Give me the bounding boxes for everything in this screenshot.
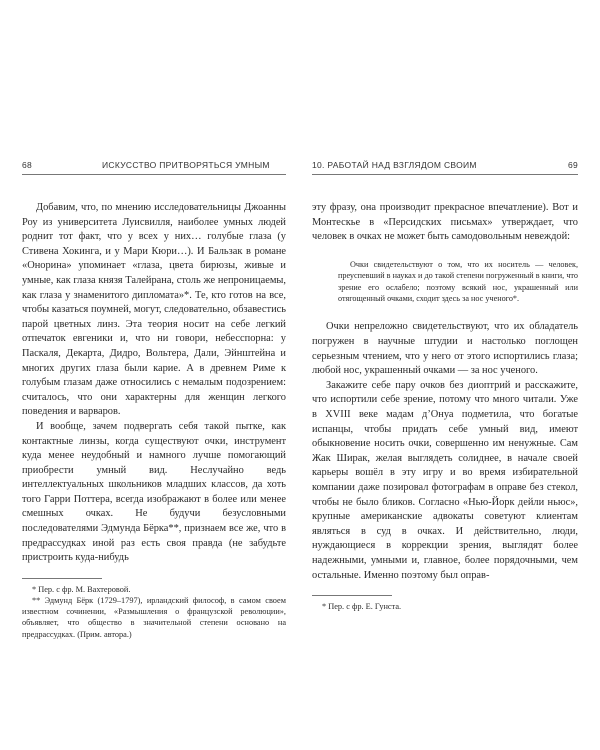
right-running-head xyxy=(312,158,578,175)
right-footnotes xyxy=(312,601,578,612)
right-page xyxy=(312,158,578,698)
left-footnotes xyxy=(22,584,286,640)
left-page-number: 68 xyxy=(22,160,33,170)
right-paragraph: Закажите себе пару очков без диоптрий и расскажите, что испортили себе зрение, потому что много читали. Уже в XVIII веке мадам д’Онуа подметила, что богатые испанцы, чтобы придать себе умный вид, имеют обыкновение носить очки, совершенно им ненужные. Сам Жак Ширак, желая выглядеть солиднее, в начале своей карьеры вошёл в эту игру и во время избирательной компании даже позировал фотографам в оправе без стекол, чтобы не было бликов. Согласно «Нью-Йорк дейли ньюс», крупные американские адвокаты советуют клиентам являться в суд в очках. И действительно, люди, нуждающиеся в коррекции зрения, выглядят более надежными, умными и, главное, более порядочными, чем остальные. Именно поэтому был оправ- xyxy=(312,379,578,581)
right-body-text xyxy=(312,201,578,583)
quote-text: Очки свидетельствуют о том, что их носитель — человек, преуспевший в науках и до такой степени погруженный в книги, что зрение его ослабело; поэтому всякий нос, украшенный или отягощенный очками, сходит здесь за нос ученого*. xyxy=(338,259,578,303)
right-page-number: 69 xyxy=(567,160,578,170)
right-footnote-rule xyxy=(312,595,392,596)
right-opening-paragraph: эту фразу, она производит прекрасное впечатление). Вот и Монтескье в «Персидских письмах» утверждает, что человек в очках не может быть самодовольным невеждой: xyxy=(312,202,578,243)
right-running-title: 10. РАБОТАЙ НАД ВЗГЛЯДОМ СВОИМ xyxy=(312,160,477,170)
left-paragraph: И вообще, зачем подвергать себя такой пытке, как контактные линзы, когда существуют очки, инструмент куда менее неудобный и намного лучше помогающий приобрести умный вид. Неслучайно ведь интеллектуальных школьников младших классов, да хоть того Гарри Поттера, всегда изображают в более или менее смешных очках. Не будучи безусловными последователями Эдмунда Бёрка**, признаем все же, что в предрассудках иной раз есть своя правда (не забудьте пристроить куда-нибудь xyxy=(22,420,286,564)
left-paragraph: Добавим, что, по мнению исследовательницы Джоанны Роу из университета Луисвилля, наиболее умных людей роднит тот факт, что у всех у них… голубые глаза (у Стивена Хокинга, и у Мари Кюри…). И Бальзак в романе «Онорина» упоминает «глаза, цвета бирюзы, живые и умные, как глаза князя Талейрана, столь же непроницаемы, как глаза у знаменитого дипломата»*. Те, кто готов на все, чтобы казаться поумней, могут, следовательно, обзавестись парой цветных линз. Эта теория носит на себе легкий отпечаток евгеники и, что ни говори, небесспорна: у Паскаля, Декарта, Дидро, Вольтера, Дали, Эйнштейна и многих других глаза были карие. А в древнем Риме к голубым глазам даже относились с немалым подозрением: считалось, что они характерны для женщин легкого поведения и варваров. xyxy=(22,202,286,418)
left-footnote-rule xyxy=(22,578,102,579)
left-page xyxy=(22,158,286,698)
right-paragraph: Очки непреложно свидетельствуют, что их обладатель погружен в научные штудии и настолько поглощен серьезным чтением, что у него от этого испортились глаза; любой нос, украшенный очками — за нос ученого. xyxy=(312,321,578,377)
montesquieu-quote xyxy=(338,259,578,305)
footnote: * Пер. с фр. М. Вахтеровой. xyxy=(32,584,131,594)
left-body-text xyxy=(22,201,286,566)
left-running-title: ИСКУССТВО ПРИТВОРЯТЬСЯ УМНЫМ xyxy=(102,160,270,170)
footnote: ** Эдмунд Бёрк (1729–1797), ирландский философ, в самом своем известном сочинении, «Размышления о французской революции», объявляет, что общество в значительной степени основано на предрассудках. (Прим. автора.) xyxy=(22,596,286,639)
footnote: * Пер. с фр. Е. Гунста. xyxy=(322,602,402,612)
left-running-head xyxy=(22,158,286,175)
